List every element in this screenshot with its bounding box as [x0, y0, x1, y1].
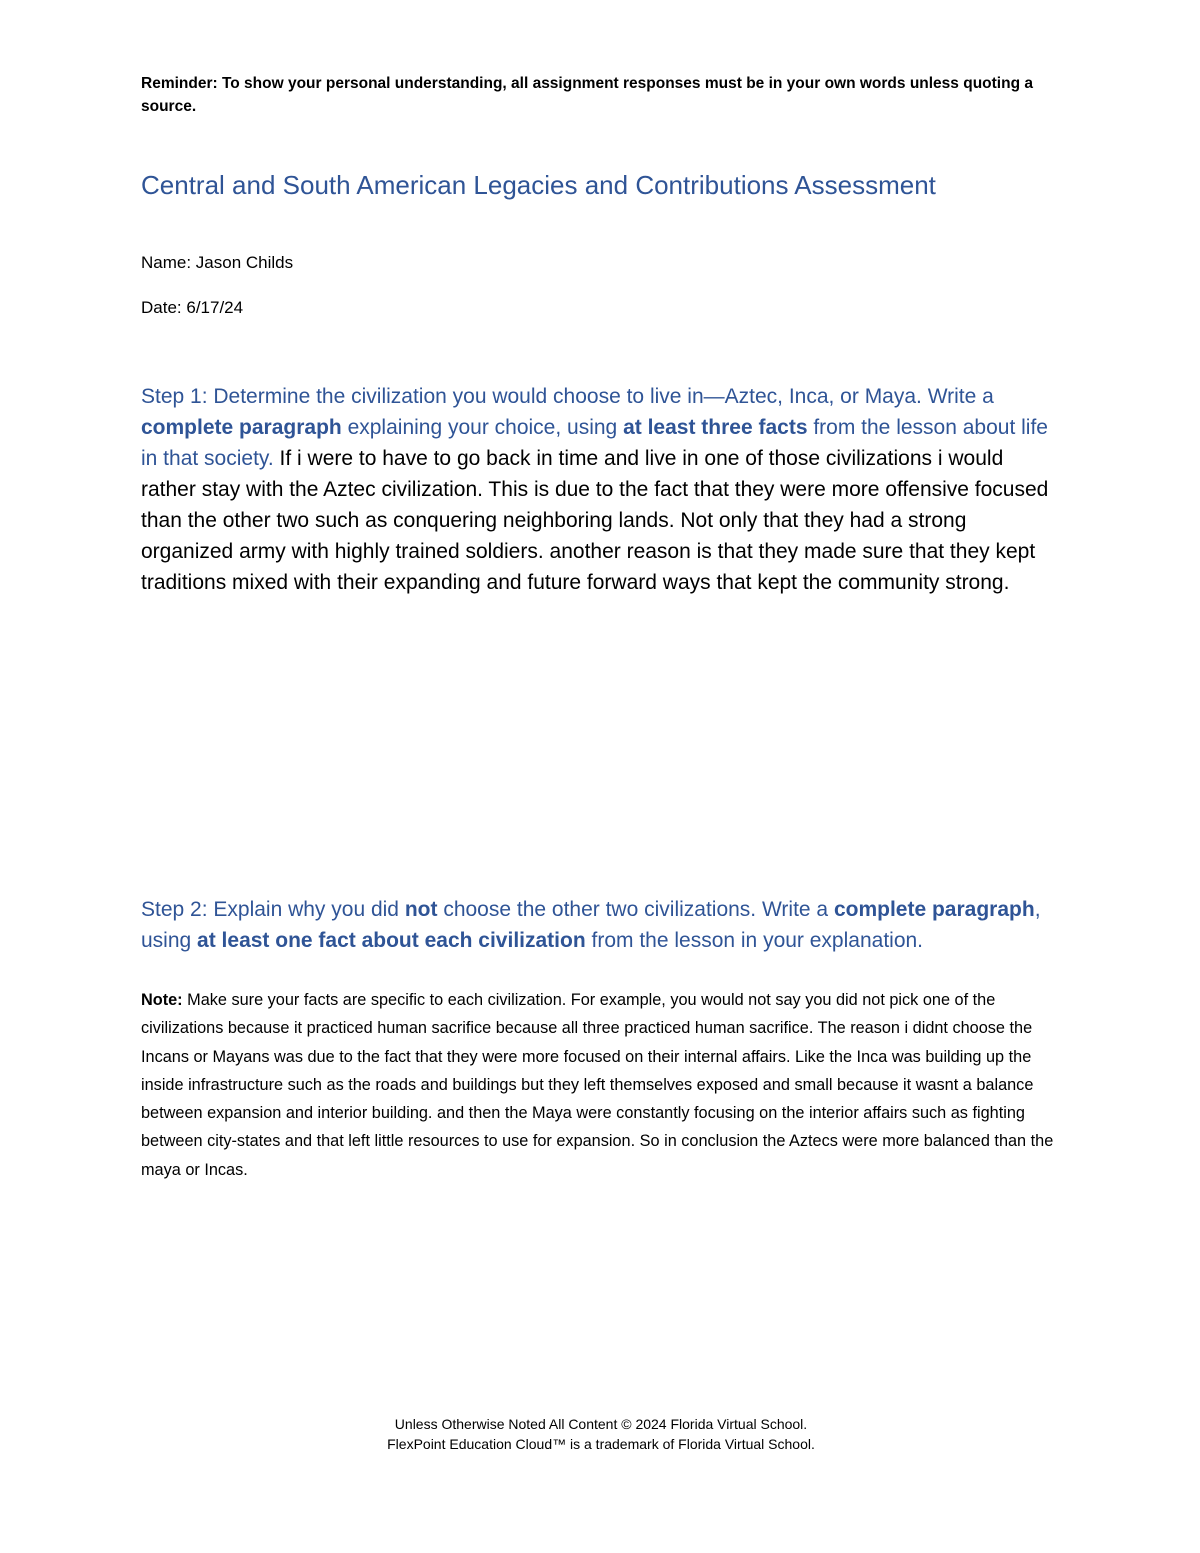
name-field: [141, 252, 293, 274]
reminder-note: [141, 72, 1051, 118]
footer-trademark: FlexPoint Education Cloud™ is a trademark of Florida Virtual School.: [387, 1436, 815, 1452]
step2-prompt-part: from the lesson in your explanation.: [585, 929, 924, 952]
date-label: Date:: [141, 298, 182, 317]
date-field: [141, 297, 243, 319]
step2-prompt-part: choose the other two civilizations. Write a: [437, 898, 834, 921]
name-value: Jason Childs: [191, 253, 294, 272]
step2-prompt-emphasis: complete paragraph: [833, 898, 1035, 921]
step2-prompt-part: Step 2: Explain why you did: [141, 898, 405, 921]
name-label: Name:: [141, 253, 192, 272]
step2-answer: The reason i didnt choose the Incans or Mayans was due to the fact that they were more focused on their internal affairs. Like the Inca was building up the inside infrastructure such as the roads and buildings but they left themselves exposed and small because it wasnt a balance between expansion and interior building. and then the Maya were constantly focusing on the interior affairs such as fighting between city-states and that left little resources to use for expansion. So in conclusion the Aztecs were more balanced than the maya or Incas.: [141, 1019, 1054, 1179]
step1-section: [141, 381, 1061, 598]
note-label: Note:: [141, 991, 183, 1009]
step1-prompt-emphasis: at least three facts: [623, 416, 808, 439]
reminder-text: To show your personal understanding, all assignment responses must be in your own words unless quoting a source.: [141, 75, 1033, 115]
footer-copyright: Unless Otherwise Noted All Content © 2024 Florida Virtual School.: [394, 1416, 808, 1432]
step2-note-and-answer: [141, 986, 1061, 1184]
step2-prompt-emphasis: at least one fact about each civilization: [197, 929, 586, 952]
document-page: [141, 0, 1061, 1553]
step1-prompt-emphasis: complete paragraph: [141, 416, 342, 439]
step2-prompt-emphasis: not: [404, 898, 438, 921]
step1-prompt-part: from the lesson about life in that society.: [141, 416, 1048, 470]
step1-prompt-part: Step 1: Determine the civilization you would choose to live in—Aztec, Inca, or Maya. Write a: [141, 385, 994, 408]
step1-answer: If i were to have to go back in time and live in one of those civilizations i would rather stay with the Aztec civilization. This is due to the fact that they were more offensive focused than the other two such as conquering neighboring lands. Not only that they had a strong organized army with highly trained soldiers. another reason is that they made sure that they kept traditions mixed with their expanding and future forward ways that kept the community strong.: [141, 447, 1049, 594]
step2-section: [141, 894, 1061, 956]
step1-prompt-part: explaining your choice, using: [341, 416, 624, 439]
step2-prompt-part: , using: [141, 898, 1041, 952]
date-value: 6/17/24: [181, 298, 244, 317]
reminder-label: Reminder:: [141, 75, 218, 92]
page-title: Central and South American Legacies and Contributions Assessment: [141, 170, 936, 200]
note-text: Make sure your facts are specific to each civilization. For example, you would not say you did not pick one of the civilizations because it practiced human sacrifice because all three practiced human sacrifice.: [141, 991, 996, 1038]
page-footer: [141, 1414, 1061, 1454]
